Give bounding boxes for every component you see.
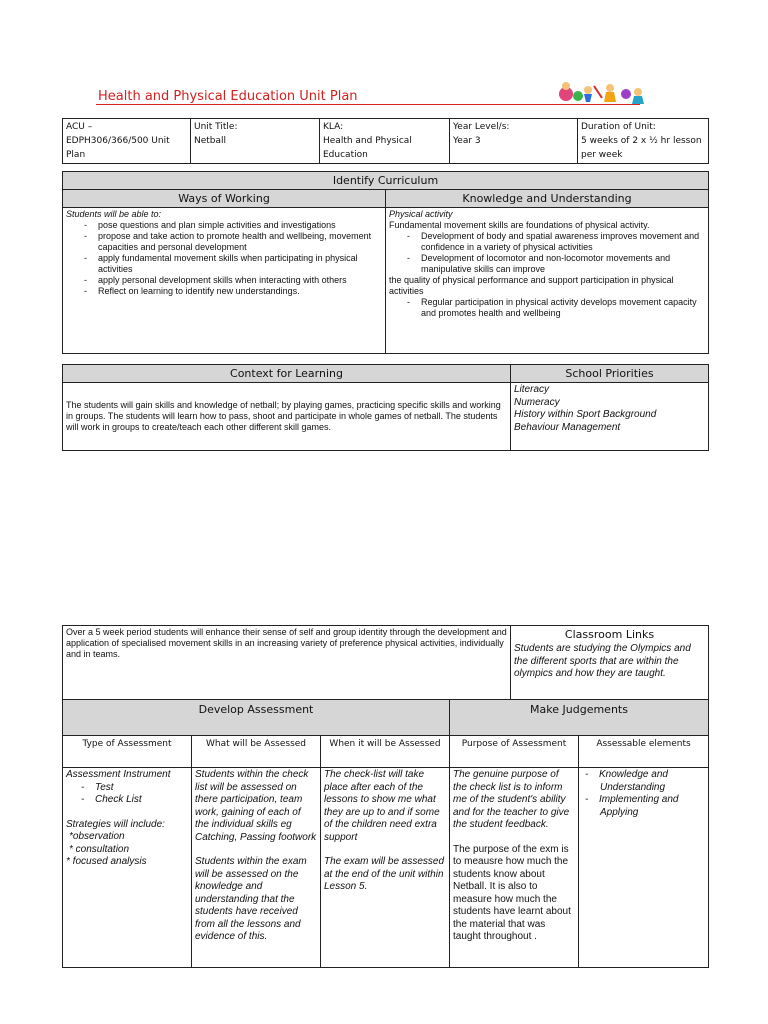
type-intro: Assessment Instrument (66, 769, 171, 780)
col-type-header: Type of Assessment (63, 736, 192, 768)
priority-item: History within Sport Background (514, 409, 657, 420)
unit-title-label: Unit Title: (194, 122, 238, 132)
element-item: - Knowledge and Understanding (582, 769, 705, 794)
classroom-links-text: Students are studying the Olympics and the different sports that are within the olympics and how they are taught. (514, 643, 691, 679)
duration-label: Duration of Unit: (581, 122, 656, 132)
duration-cell (578, 119, 709, 164)
purpose-paragraph: The purpose of the exm is to meausre how much the students know about Netball. It is also to measure how much the students have learnt about the material that was taught throughout . (453, 843, 571, 942)
col-what-header: What will be Assessed (192, 736, 321, 768)
assessable-elements-cell (579, 768, 709, 968)
school-priorities-heading: School Priorities (511, 365, 709, 383)
when-paragraph: The check-list will take place after each of the lessons to show me what they are up to and if some of the children need extra support (324, 769, 440, 843)
priority-item: Behaviour Management (514, 421, 621, 433)
strategy-item: * consultation (69, 843, 130, 855)
knowledge-item: - Regular participation in physical activity develops movement capacity and promotes health and wellbeing (389, 297, 705, 319)
kla-label: KLA: (323, 122, 344, 132)
type-item: - Test (66, 782, 188, 795)
knowledge-item: - Development of body and spatial awareness improves movement and confidence in a variety of physical activities (389, 231, 705, 253)
col-when-header: When it will be Assessed (321, 736, 450, 768)
when-paragraph: The exam will be assessed at the end of the unit within Lesson 5. (324, 856, 445, 892)
ways-of-working-cell (63, 208, 386, 354)
classroom-links-cell (511, 626, 709, 700)
ways-of-working-heading: Ways of Working (63, 190, 386, 208)
acu-value: EDPH306/366/500 Unit Plan (66, 136, 170, 160)
overview-table (62, 625, 709, 700)
purpose-paragraph: The genuine purpose of the check list is to inform me of the student's ability and for the teacher to give the student feedback. (453, 769, 570, 830)
what-assessed-cell (192, 768, 321, 968)
priority-item: Literacy (514, 384, 550, 395)
knowledge-intro: Physical activity (389, 209, 453, 219)
unit-title-value: Netball (194, 136, 227, 146)
year-label: Year Level/s: (453, 122, 510, 132)
overview-text: Over a 5 week period students will enhance their sense of self and group identity through the development and application of specialised movement skills in an increasing variety of preference physical activities, individually and in teams. (63, 626, 511, 700)
knowledge-line: Fundamental movement skills are foundations of physical activity. (389, 220, 650, 230)
when-assessed-cell (321, 768, 450, 968)
strategy-item: * focused analysis (66, 856, 147, 867)
knowledge-heading: Knowledge and Understanding (386, 190, 709, 208)
priority-item: Numeracy (514, 396, 560, 408)
strategy-item: *observation (69, 831, 125, 842)
year-value: Year 3 (453, 136, 481, 146)
kla-value: Health and Physical Education (323, 136, 412, 160)
knowledge-item: - Development of locomotor and non-locomotor movements and manipulative skills can improve (389, 253, 705, 275)
ways-item: - apply fundamental movement skills when participating in physical activities (66, 253, 382, 275)
ways-item: - pose questions and plan simple activities and investigations (66, 220, 382, 231)
context-text: The students will gain skills and knowledge of netball; by playing games, practicing specific skills and working in groups. The students will learn how to pass, shoot and participate in whole games of netball. The students will work in groups to create/teach each other different skill games. (63, 383, 511, 451)
purpose-cell (450, 768, 579, 968)
year-level-cell (450, 119, 578, 164)
type-of-assessment-cell (63, 768, 192, 968)
duration-value: 5 weeks of 2 x ½ hr lesson per week (581, 136, 702, 160)
curriculum-table (62, 171, 709, 354)
ways-item: - propose and take action to promote health and wellbeing, movement capacities and personal development (66, 231, 382, 253)
col-purpose-header: Purpose of Assessment (450, 736, 579, 768)
ways-intro: Students will be able to: (66, 209, 162, 219)
what-paragraph: Students within the exam will be assessed on the knowledge and understanding that the students have received from all the lessons and evidence of this. (195, 856, 307, 942)
classroom-links-heading: Classroom Links (564, 628, 655, 641)
ways-item: - apply personal development skills when interacting with others (66, 275, 382, 286)
context-table (62, 364, 709, 451)
develop-assessment-heading: Develop Assessment (63, 700, 450, 736)
sports-kids-clipart (556, 80, 646, 106)
school-priorities-cell (511, 383, 709, 451)
knowledge-line: the quality of physical performance and support participation in physical activities (389, 275, 674, 296)
assessment-table (62, 699, 709, 968)
col-elements-header: Assessable elements (579, 736, 709, 768)
kla-cell (320, 119, 450, 164)
unit-info-table (62, 118, 709, 164)
ways-item: - Reflect on learning to identify new understandings. (66, 286, 382, 297)
knowledge-cell (386, 208, 709, 354)
strategies-intro: Strategies will include: (66, 818, 165, 830)
page-title: Health and Physical Education Unit Plan (98, 89, 358, 104)
type-item: - Check List (66, 794, 188, 807)
make-judgements-heading: Make Judgements (450, 700, 709, 736)
acu-cell (63, 119, 191, 164)
acu-label: ACU – (66, 122, 93, 132)
unit-title-cell (191, 119, 320, 164)
identify-curriculum-heading: Identify Curriculum (63, 172, 709, 190)
what-paragraph: Students within the check list will be assessed on there participation, team work, gaining of each of the individual skills eg Catching, Passing footwork (195, 769, 317, 843)
element-item: - Implementing and Applying (582, 794, 705, 819)
context-heading: Context for Learning (63, 365, 511, 383)
